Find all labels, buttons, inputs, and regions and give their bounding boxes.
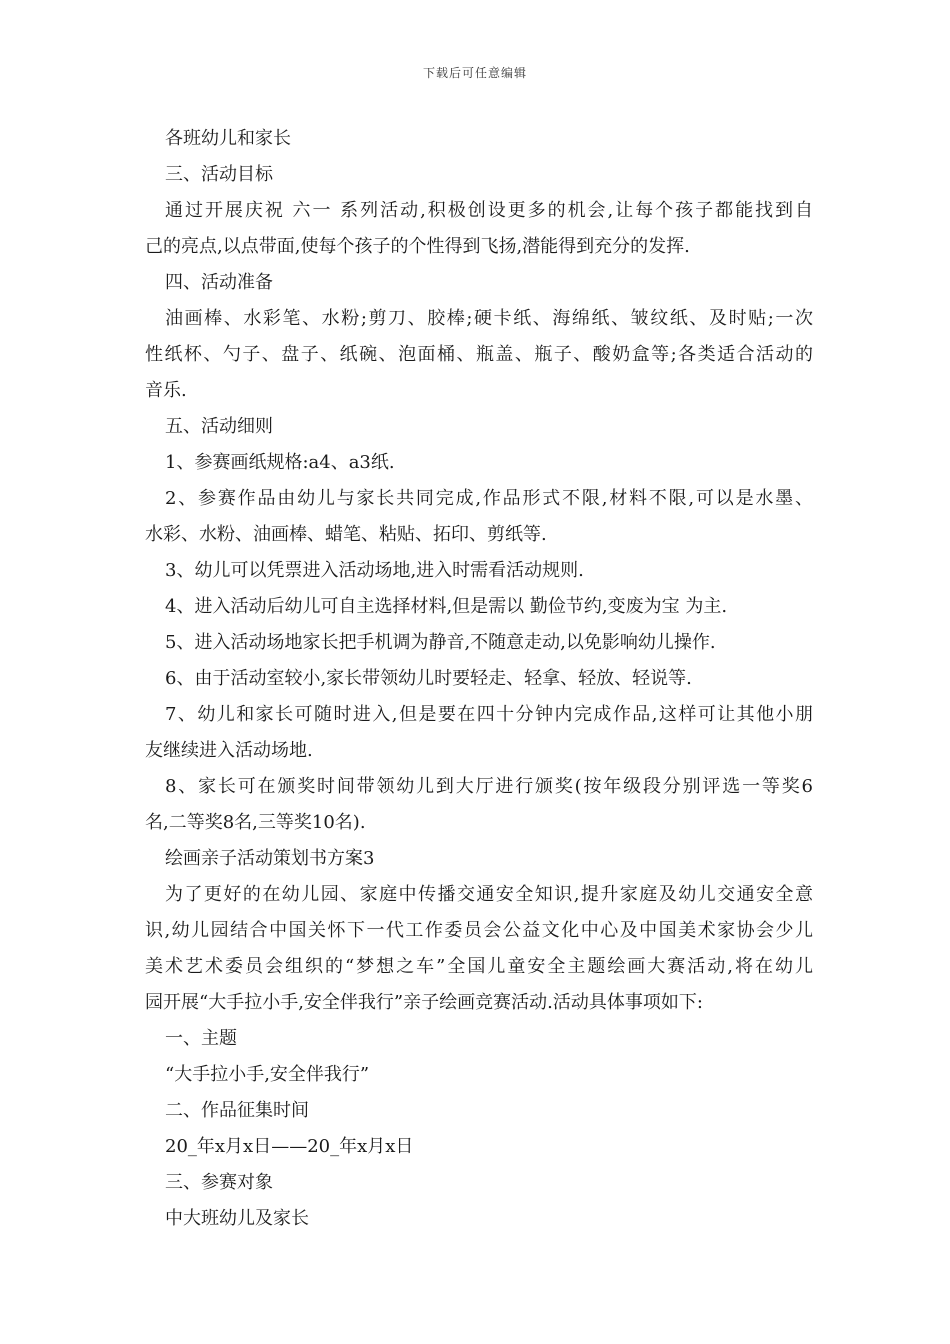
text-line: 各班幼儿和家长 <box>165 128 291 149</box>
text-line: 四、活动准备 <box>165 272 273 293</box>
text-line: 五、活动细则 <box>165 416 273 437</box>
text-line: 1、参赛画纸规格:a4、a3纸. <box>165 452 395 473</box>
text-line: 音乐. <box>145 380 187 401</box>
text-line: 5、进入活动场地家长把手机调为静音,不随意走动,以免影响幼儿操作. <box>165 632 716 653</box>
text-line: 二、作品征集时间 <box>165 1100 309 1121</box>
text-line: 为了更好的在幼儿园、家庭中传播交通安全知识,提升家庭及幼儿交通安全意 <box>165 884 813 905</box>
text-line: 油画棒、水彩笔、水粉;剪刀、胶棒;硬卡纸、海绵纸、皱纹纸、及时贴;一次 <box>165 308 813 329</box>
text-line: 性纸杯、勺子、盘子、纸碗、泡面桶、瓶盖、瓶子、酸奶盒等;各类适合活动的 <box>145 344 813 365</box>
text-line: 美术艺术委员会组织的“梦想之车”全国儿童安全主题绘画大赛活动,将在幼儿 <box>145 956 813 977</box>
text-line: 3、幼儿可以凭票进入活动场地,进入时需看活动规则. <box>165 560 584 581</box>
text-line: 绘画亲子活动策划书方案3 <box>165 848 375 869</box>
text-line: 识,幼儿园结合中国关怀下一代工作委员会公益文化中心及中国美术家协会少儿 <box>145 920 813 941</box>
text-line: 一、主题 <box>165 1028 237 1049</box>
text-line: 三、活动目标 <box>165 164 273 185</box>
text-line: 水彩、水粉、油画棒、蜡笔、粘贴、拓印、剪纸等. <box>145 524 547 545</box>
text-line: 友继续进入活动场地. <box>145 740 313 761</box>
text-line: 三、参赛对象 <box>165 1172 273 1193</box>
text-line: 己的亮点,以点带面,使每个孩子的个性得到飞扬,潜能得到充分的发挥. <box>145 236 690 257</box>
text-line: 名,二等奖8名,三等奖10名). <box>145 812 366 833</box>
text-line: 中大班幼儿及家长 <box>165 1208 309 1229</box>
text-line: 20_年x月x日——20_年x月x日 <box>165 1136 414 1157</box>
text-line: 7、幼儿和家长可随时进入,但是要在四十分钟内完成作品,这样可让其他小朋 <box>165 704 813 725</box>
text-line: 通过开展庆祝 六一 系列活动,积极创设更多的机会,让每个孩子都能找到自 <box>165 200 813 221</box>
text-line: 4、进入活动后幼儿可自主选择材料,但是需以 勤俭节约,变废为宝 为主. <box>165 596 728 617</box>
document-body <box>145 121 813 1237</box>
page-header: 下载后可任意编辑 <box>422 66 527 80</box>
text-line: 6、由于活动室较小,家长带领幼儿时要轻走、轻拿、轻放、轻说等. <box>165 668 692 689</box>
text-line: 2、参赛作品由幼儿与家长共同完成,作品形式不限,材料不限,可以是水墨、 <box>165 488 813 509</box>
text-line: 8、家长可在颁奖时间带领幼儿到大厅进行颁奖(按年级段分别评选一等奖6 <box>165 776 813 797</box>
text-line: “大手拉小手,安全伴我行” <box>165 1064 370 1085</box>
text-line: 园开展“大手拉小手,安全伴我行”亲子绘画竞赛活动.活动具体事项如下: <box>145 992 703 1013</box>
